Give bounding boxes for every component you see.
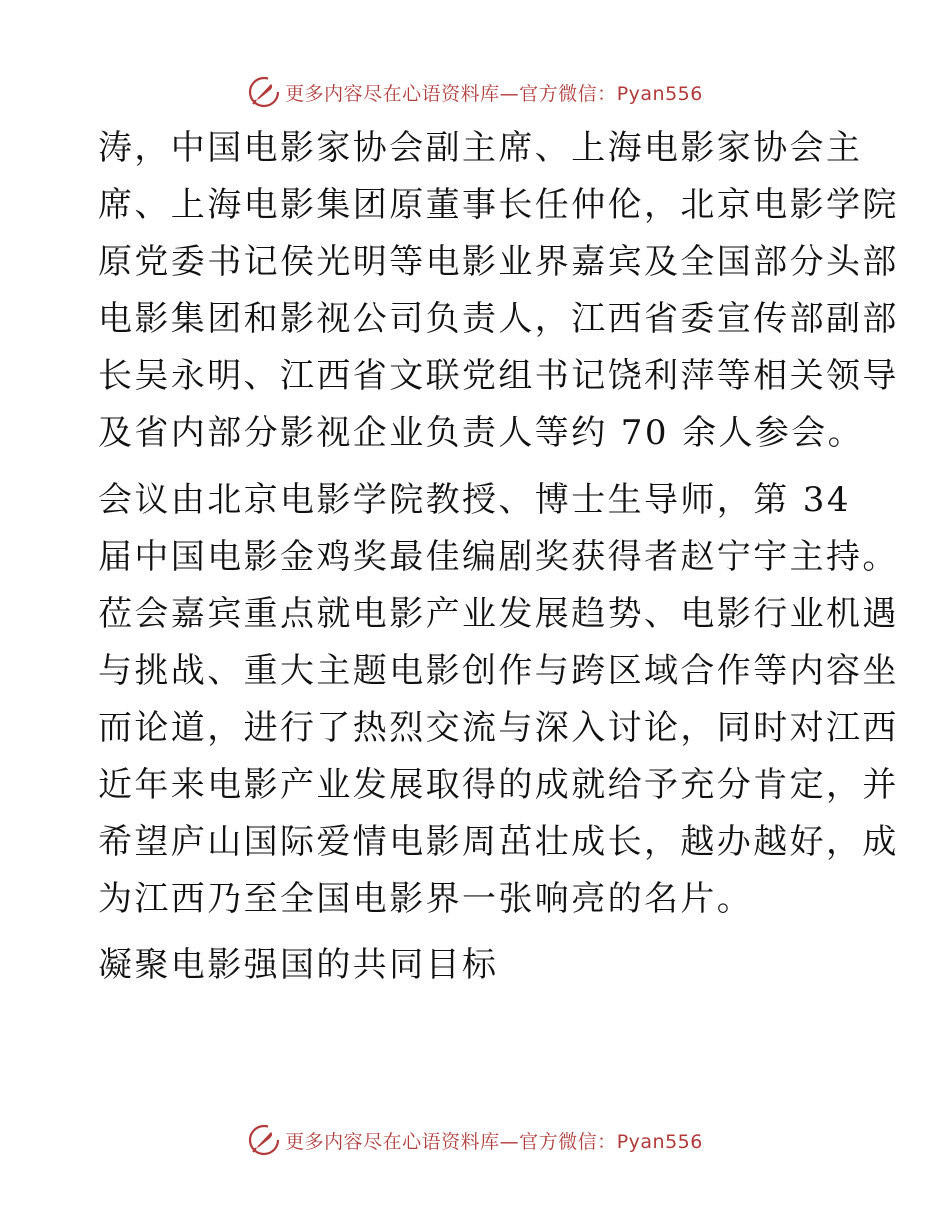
banner-dash: — bbox=[499, 82, 520, 105]
document-body bbox=[98, 120, 899, 994]
paragraph-attendees bbox=[98, 120, 899, 462]
text-line: 莅会嘉宾重点就电影产业发展趋势、电影行业机遇 bbox=[98, 594, 899, 634]
text-line: 为江西乃至全国电影界一张响亮的名片。 bbox=[98, 879, 754, 919]
text-line: 电影集团和影视公司负责人，江西省委宣传部副部 bbox=[98, 299, 899, 339]
text-line: 与挑战、重大主题电影创作与跨区域合作等内容坐 bbox=[98, 651, 899, 691]
banner-wechat-id: Pyan556 bbox=[616, 1130, 703, 1153]
text-line: 会议由北京电影学院教授、博士生导师，第 34 bbox=[98, 480, 851, 520]
banner-text bbox=[285, 1127, 703, 1154]
banner-wechat-id: Pyan556 bbox=[616, 82, 703, 105]
feather-pen-logo-icon bbox=[247, 75, 281, 109]
banner-wechat-label: 官方微信： bbox=[519, 1130, 617, 1153]
banner-dash: — bbox=[499, 1130, 520, 1153]
banner-text bbox=[285, 79, 703, 106]
feather-pen-logo-icon bbox=[247, 1123, 281, 1157]
header-banner bbox=[0, 72, 950, 112]
text-line: 席、上海电影集团原董事长任仲伦，北京电影学院 bbox=[98, 185, 899, 225]
text-line: 及省内部分影视企业负责人等约 70 余人参会。 bbox=[98, 413, 865, 453]
text-line: 近年来电影产业发展取得的成就给予充分肯定，并 bbox=[98, 765, 899, 805]
text-line: 希望庐山国际爱情电影周茁壮成长，越办越好，成 bbox=[98, 822, 899, 862]
banner-main-text: 更多内容尽在心语资料库 bbox=[285, 1130, 500, 1153]
banner-wechat-label: 官方微信： bbox=[519, 82, 617, 105]
text-line: 原党委书记侯光明等电影业界嘉宾及全国部分头部 bbox=[98, 242, 899, 282]
text-line: 而论道，进行了热烈交流与深入讨论，同时对江西 bbox=[98, 708, 899, 748]
paragraph-meeting bbox=[98, 472, 899, 928]
text-line: 涛，中国电影家协会副主席、上海电影家协会主 bbox=[98, 128, 863, 168]
text-line: 长吴永明、江西省文联党组书记饶利萍等相关领导 bbox=[98, 356, 899, 396]
footer-banner bbox=[0, 1120, 950, 1160]
section-heading: 凝聚电影强国的共同目标 bbox=[98, 945, 499, 985]
banner-main-text: 更多内容尽在心语资料库 bbox=[285, 82, 500, 105]
text-line: 届中国电影金鸡奖最佳编剧奖获得者赵宁宇主持。 bbox=[98, 537, 899, 577]
